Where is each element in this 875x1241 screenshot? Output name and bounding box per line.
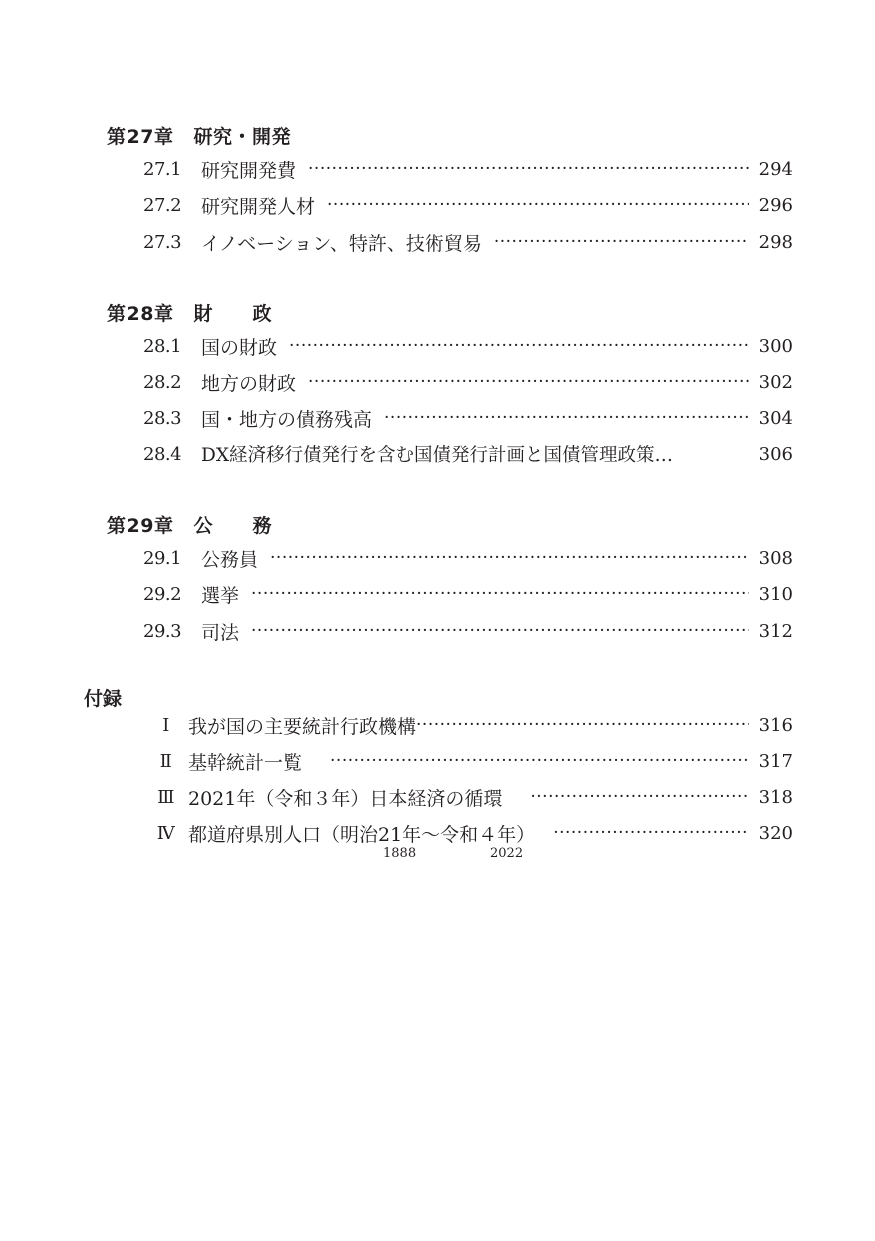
toc-entry[interactable] xyxy=(143,782,793,812)
section-title: 選挙 xyxy=(201,584,240,607)
section-title: 研究開発費 xyxy=(201,159,297,182)
chapter-number: 第27章 xyxy=(107,125,174,148)
ruby-year-end: 2022 xyxy=(490,846,524,861)
section-title: 国・地方の債務残高 xyxy=(201,408,373,431)
page-number: 302 xyxy=(758,371,793,393)
dot-leader xyxy=(270,548,749,568)
dot-leader xyxy=(553,823,749,843)
appendix-title: 都道府県別人口（明治21年～令和４年） xyxy=(188,823,536,846)
toc-entry[interactable] xyxy=(143,746,793,776)
appendix-heading: 付録 xyxy=(84,687,123,710)
chapter-heading xyxy=(107,297,311,327)
dot-leader xyxy=(384,408,749,428)
section-number: 27.3 xyxy=(143,231,182,253)
section-title: 公務員 xyxy=(201,548,259,571)
section-number: 27.2 xyxy=(143,194,182,216)
appendix-number: Ⅰ xyxy=(162,714,169,736)
section-title: 司法 xyxy=(201,621,240,644)
toc-entry[interactable] xyxy=(143,403,793,433)
section-title: イノベーション、特許、技術貿易 xyxy=(201,232,482,255)
toc-entry[interactable] xyxy=(143,331,793,361)
page-number: 294 xyxy=(758,158,793,180)
chapter-heading xyxy=(107,120,291,150)
dot-leader xyxy=(289,336,749,356)
page-number: 308 xyxy=(758,547,793,569)
chapter-number: 第28章 xyxy=(107,302,174,325)
section-number: 28.2 xyxy=(143,371,182,393)
toc-entry[interactable] xyxy=(143,818,793,848)
page-number: 300 xyxy=(758,335,793,357)
dot-leader xyxy=(251,584,749,604)
dot-leader xyxy=(330,751,749,771)
toc-entry[interactable] xyxy=(143,154,793,184)
section-title: 研究開発人材 xyxy=(201,195,316,218)
appendix-number: Ⅳ xyxy=(156,822,175,844)
toc-entry[interactable] xyxy=(143,227,793,257)
dot-leader xyxy=(494,232,749,252)
page-number: 298 xyxy=(758,231,793,253)
section-title: 地方の財政 xyxy=(201,372,297,395)
page-number: 306 xyxy=(758,443,793,465)
ruby-year-start: 1888 xyxy=(383,846,417,861)
section-title: DX経済移行債発行を含む国債発行計画と国債管理政策… xyxy=(201,445,674,466)
page-number: 318 xyxy=(758,786,793,808)
toc-entry[interactable] xyxy=(143,543,793,573)
section-number: 29.3 xyxy=(143,620,182,642)
dot-leader xyxy=(308,159,749,179)
page-number: 296 xyxy=(758,194,793,216)
chapter-title: 財政 xyxy=(193,302,312,325)
appendix-title: 2021年（令和３年）日本経済の循環 xyxy=(188,787,503,810)
appendix-number: Ⅱ xyxy=(159,750,172,772)
page-number: 316 xyxy=(758,714,793,736)
dot-leader xyxy=(308,372,749,392)
chapter-heading xyxy=(107,509,311,539)
toc-entry[interactable] xyxy=(143,616,793,646)
toc-entry[interactable] xyxy=(143,190,793,220)
page-number: 320 xyxy=(758,822,793,844)
chapter-title: 公務 xyxy=(193,514,312,537)
appendix-title: 我が国の主要統計行政機構 xyxy=(188,715,417,738)
page-number: 317 xyxy=(758,750,793,772)
dot-leader xyxy=(530,787,749,807)
toc-entry[interactable] xyxy=(143,439,793,469)
page-number: 310 xyxy=(758,583,793,605)
section-number: 28.4 xyxy=(143,443,182,465)
page-number: 304 xyxy=(758,407,793,429)
section-number: 28.3 xyxy=(143,407,182,429)
page-number: 312 xyxy=(758,620,793,642)
toc-entry[interactable] xyxy=(143,579,793,609)
chapter-title: 研究・開発 xyxy=(193,125,291,148)
section-number: 28.1 xyxy=(143,335,182,357)
appendix-number: Ⅲ xyxy=(157,786,174,808)
toc-entry[interactable] xyxy=(143,367,793,397)
section-number: 29.1 xyxy=(143,547,182,569)
section-number: 27.1 xyxy=(143,158,182,180)
dot-leader xyxy=(327,195,749,215)
toc-entry[interactable] xyxy=(143,710,793,740)
section-title: 国の財政 xyxy=(201,336,278,359)
dot-leader xyxy=(416,715,749,735)
dot-leader xyxy=(251,621,749,641)
chapter-number: 第29章 xyxy=(107,514,174,537)
section-number: 29.2 xyxy=(143,583,182,605)
appendix-title: 基幹統計一覧 xyxy=(188,751,303,774)
